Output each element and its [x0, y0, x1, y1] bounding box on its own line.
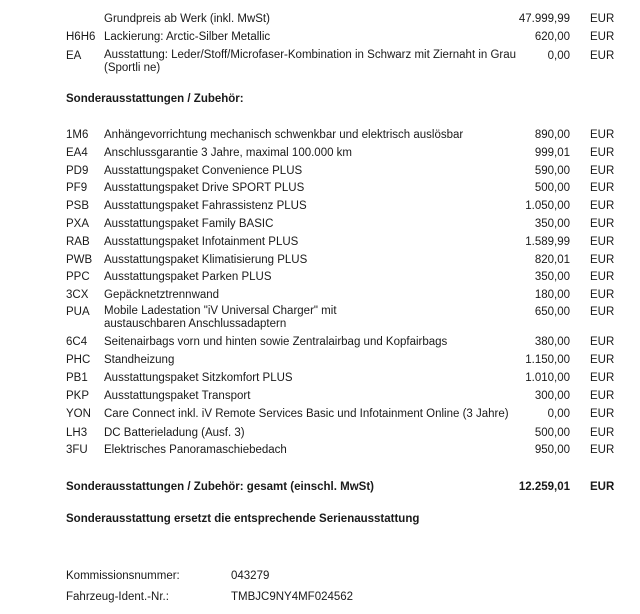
item-code: PPC	[66, 271, 90, 283]
item-amount: 0,00	[547, 50, 570, 62]
item-currency: EUR	[590, 271, 615, 283]
vin-row	[0, 588, 640, 606]
item-code: PB1	[66, 372, 88, 384]
item-currency: EUR	[590, 236, 615, 248]
item-description: Ausstattungspaket Family BASIC	[104, 218, 274, 230]
item-amount: 300,00	[534, 390, 570, 402]
item-amount: 590,00	[534, 165, 570, 177]
base-row-interior	[0, 47, 640, 79]
vin-value: TMBJC9NY4MF024562	[231, 591, 354, 603]
commission-number-value: 043279	[231, 570, 270, 582]
option-row	[0, 179, 640, 197]
total-row	[0, 478, 640, 496]
item-currency: EUR	[590, 427, 615, 439]
option-row	[0, 441, 640, 459]
item-code: EA4	[66, 147, 88, 159]
item-amount: 820,01	[534, 254, 570, 266]
option-row	[0, 351, 640, 369]
item-code: EA	[66, 50, 82, 62]
option-row	[0, 144, 640, 162]
item-description: Seitenairbags vorn und hinten sowie Zentralairbag und Kopfairbags	[104, 336, 448, 348]
item-description: Mobile Ladestation "iV Universal Charger" mit austauschbaren Anschlussadaptern	[104, 305, 337, 330]
item-description: Ausstattungspaket Transport	[104, 390, 251, 402]
item-code: PSB	[66, 200, 90, 212]
option-row	[0, 162, 640, 180]
item-code: PUA	[66, 306, 90, 318]
total-label: Sonderausstattungen / Zubehör: gesamt (einschl. MwSt)	[66, 481, 374, 493]
item-amount: 620,00	[534, 31, 570, 43]
item-code: H6H6	[66, 31, 96, 43]
item-amount: 1.050,00	[525, 200, 570, 212]
commission-number-label: Kommissionsnummer:	[66, 570, 180, 582]
item-currency: EUR	[590, 31, 615, 43]
option-row	[0, 233, 640, 251]
item-amount: 650,00	[534, 306, 570, 318]
item-code: 1M6	[66, 129, 89, 141]
item-description: Anschlussgarantie 3 Jahre, maximal 100.000 km	[104, 147, 353, 159]
item-description: Elektrisches Panoramaschiebedach	[104, 444, 287, 456]
item-description: DC Batterieladung (Ausf. 3)	[104, 427, 245, 439]
item-currency: EUR	[590, 336, 615, 348]
item-code: PHC	[66, 354, 91, 366]
item-currency: EUR	[590, 254, 615, 266]
option-row	[0, 215, 640, 233]
item-currency: EUR	[590, 354, 615, 366]
item-code: 3FU	[66, 444, 88, 456]
option-row	[0, 424, 640, 442]
option-row	[0, 387, 640, 405]
item-amount: 180,00	[534, 289, 570, 301]
item-code: 3CX	[66, 289, 89, 301]
item-amount: 1.150,00	[525, 354, 570, 366]
item-amount: 1.010,00	[525, 372, 570, 384]
base-row-price	[0, 10, 640, 28]
item-amount: 1.589,99	[525, 236, 570, 248]
item-amount: 500,00	[534, 182, 570, 194]
option-row	[0, 333, 640, 351]
item-description: Ausstattungspaket Infotainment PLUS	[104, 236, 299, 248]
item-currency: EUR	[590, 182, 615, 194]
item-code: RAB	[66, 236, 90, 248]
item-currency: EUR	[590, 390, 615, 402]
option-row	[0, 268, 640, 286]
item-amount: 380,00	[534, 336, 570, 348]
item-currency: EUR	[590, 408, 615, 420]
item-description: Ausstattungspaket Klimatisierung PLUS	[104, 254, 308, 266]
item-currency: EUR	[590, 289, 615, 301]
item-description: Care Connect inkl. iV Remote Services Basic und Infotainment Online (3 Jahre)	[104, 408, 509, 420]
item-code: YON	[66, 408, 91, 420]
options-heading: Sonderausstattungen / Zubehör:	[66, 93, 244, 105]
option-row	[0, 286, 640, 304]
item-description: Anhängevorrichtung mechanisch schwenkbar und elektrisch auslösbar	[104, 129, 464, 141]
total-amount: 12.259,01	[518, 481, 570, 493]
item-currency: EUR	[590, 218, 615, 230]
option-row	[0, 303, 640, 335]
item-currency: EUR	[590, 147, 615, 159]
item-currency: EUR	[590, 306, 615, 318]
replacement-note: Sonderausstattung ersetzt die entsprechende Serienausstattung	[66, 513, 420, 525]
item-description: Grundpreis ab Werk (inkl. MwSt)	[104, 13, 270, 25]
option-row	[0, 197, 640, 215]
item-amount: 999,01	[534, 147, 570, 159]
item-code: PKP	[66, 390, 90, 402]
item-currency: EUR	[590, 13, 615, 25]
option-row	[0, 405, 640, 423]
base-row-paint	[0, 28, 640, 46]
item-amount: 350,00	[534, 271, 570, 283]
item-description: Gepäcknetztrennwand	[104, 289, 220, 301]
item-description: Ausstattungspaket Drive SPORT PLUS	[104, 182, 305, 194]
item-description: Ausstattungspaket Fahrassistenz PLUS	[104, 200, 307, 212]
option-row	[0, 251, 640, 269]
option-row	[0, 126, 640, 144]
item-amount: 0,00	[547, 408, 570, 420]
item-description: Ausstattungspaket Sitzkomfort PLUS	[104, 372, 293, 384]
item-description: Ausstattung: Leder/Stoff/Microfaser-Kombination in Schwarz mit Ziernaht in Grau (Sportli ne)	[104, 49, 517, 74]
item-code: PD9	[66, 165, 89, 177]
item-code: 6C4	[66, 336, 88, 348]
item-amount: 47.999,99	[518, 13, 570, 25]
commission-number-row	[0, 567, 640, 585]
item-amount: 350,00	[534, 218, 570, 230]
item-description: Ausstattungspaket Parken PLUS	[104, 271, 272, 283]
total-currency: EUR	[590, 481, 615, 493]
item-currency: EUR	[590, 50, 615, 62]
item-amount: 500,00	[534, 427, 570, 439]
item-description: Lackierung: Arctic-Silber Metallic	[104, 31, 271, 43]
item-code: PXA	[66, 218, 90, 230]
item-currency: EUR	[590, 372, 615, 384]
item-code: PWB	[66, 254, 93, 266]
item-description: Ausstattungspaket Convenience PLUS	[104, 165, 303, 177]
option-row	[0, 369, 640, 387]
item-amount: 890,00	[534, 129, 570, 141]
item-amount: 950,00	[534, 444, 570, 456]
item-currency: EUR	[590, 129, 615, 141]
vin-label: Fahrzeug-Ident.-Nr.:	[66, 591, 169, 603]
item-code: PF9	[66, 182, 88, 194]
item-description: Standheizung	[104, 354, 175, 366]
item-currency: EUR	[590, 200, 615, 212]
item-currency: EUR	[590, 165, 615, 177]
item-currency: EUR	[590, 444, 615, 456]
item-code: LH3	[66, 427, 88, 439]
